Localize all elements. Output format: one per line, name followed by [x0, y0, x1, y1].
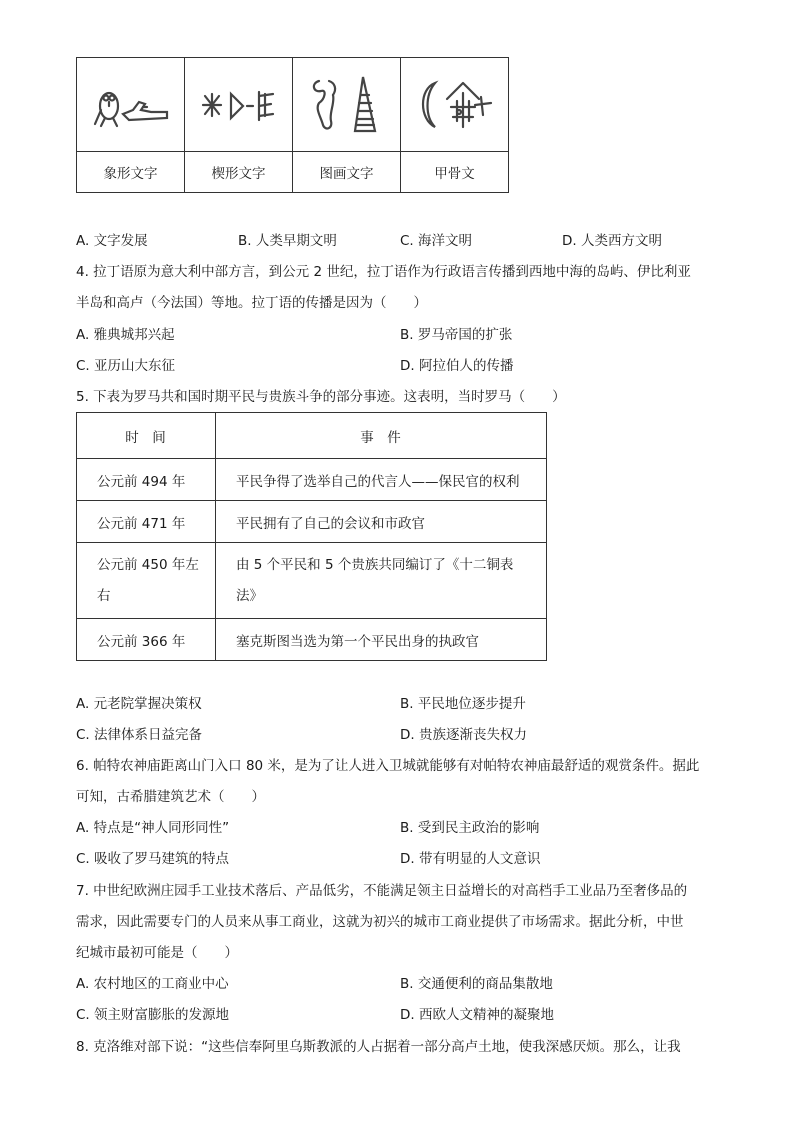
- question-text: 6. 帕特农神庙距离山门入口 80 米，是为了让人进入卫城就能够有对帕特农神庙最舒适的观赏条件。据此: [76, 758, 700, 774]
- script-label: 楔形文字: [185, 152, 293, 193]
- time-line: 右: [97, 587, 111, 604]
- question-text: 5. 下表为罗马共和国时期平民与贵族斗争的部分事迹。这表明，当时罗马（ ）: [76, 389, 566, 405]
- script-label: 象形文字: [77, 152, 185, 193]
- time-cell: 公元前 366 年: [77, 619, 216, 661]
- option-a[interactable]: A. 文字发展: [76, 233, 148, 249]
- picture-script-cell: [293, 58, 401, 152]
- option-b[interactable]: B. 人类早期文明: [238, 233, 337, 249]
- option-c[interactable]: C. 海洋文明: [400, 233, 473, 249]
- event-cell: 平民拥有了自己的会议和市政官: [216, 501, 547, 543]
- option-d[interactable]: D. 西欧人文精神的凝聚地: [400, 1007, 554, 1023]
- option-a[interactable]: A. 元老院掌握决策权: [76, 696, 202, 712]
- time-cell: [77, 543, 216, 619]
- question-text: 4. 拉丁语原为意大利中部方言，到公元 2 世纪，拉丁语作为行政语言传播到西地中海的岛屿、伊比利亚: [76, 264, 691, 280]
- oracle-bone-icon: [413, 77, 497, 133]
- question-text: 8. 克洛维对部下说：“这些信奉阿里乌斯教派的人占据着一部分高卢土地，使我深感厌烦。那么，让我: [76, 1039, 681, 1055]
- option-b[interactable]: B. 受到民主政治的影响: [400, 820, 540, 836]
- script-label: 图画文字: [293, 152, 401, 193]
- table-header-event: 事 件: [216, 413, 547, 459]
- option-c[interactable]: C. 吸收了罗马建筑的特点: [76, 851, 230, 867]
- event-line: 由 5 个平民和 5 个贵族共同编订了《十二铜表: [236, 556, 514, 573]
- question-text: 需求，因此需要专门的人员来从事工商业，这就为初兴的城市工商业提供了市场需求。据此分析，中世: [76, 914, 684, 930]
- option-c[interactable]: C. 亚历山大东征: [76, 358, 176, 374]
- option-b[interactable]: B. 平民地位逐步提升: [400, 696, 526, 712]
- question-text: 7. 中世纪欧洲庄园手工业技术落后、产品低劣，不能满足领主日益增长的对高档手工业品乃至奢侈品的: [76, 883, 688, 899]
- event-cell: 平民争得了选举自己的代言人——保民官的权利: [216, 459, 547, 501]
- script-label: 甲骨文: [401, 152, 509, 193]
- option-d[interactable]: D. 阿拉伯人的传播: [400, 358, 514, 374]
- event-cell: [216, 543, 547, 619]
- table-row: [77, 619, 547, 661]
- option-a[interactable]: A. 农村地区的工商业中心: [76, 976, 229, 992]
- events-table: [76, 412, 547, 661]
- option-a[interactable]: A. 特点是“神人同形同性”: [76, 820, 230, 836]
- event-line: 法》: [236, 587, 263, 604]
- time-cell: 公元前 471 年: [77, 501, 216, 543]
- question-text: 半岛和高卢（今法国）等地。拉丁语的传播是因为（ ）: [76, 295, 427, 311]
- pictograph-owl-icon: [89, 80, 173, 130]
- picture-script-icon: [305, 73, 389, 137]
- script-table: [76, 57, 509, 193]
- table-header-time: 时 间: [77, 413, 216, 459]
- oracle-bone-cell: [401, 58, 509, 152]
- option-b[interactable]: B. 交通便利的商品集散地: [400, 976, 553, 992]
- table-row: [77, 543, 547, 619]
- option-a[interactable]: A. 雅典城邦兴起: [76, 327, 175, 343]
- option-d[interactable]: D. 贵族逐渐丧失权力: [400, 727, 527, 743]
- question-text: 可知，古希腊建筑艺术（ ）: [76, 789, 265, 805]
- option-d[interactable]: D. 带有明显的人文意识: [400, 851, 541, 867]
- pictograph-cell: [77, 58, 185, 152]
- option-c[interactable]: C. 领主财富膨胀的发源地: [76, 1007, 230, 1023]
- table-row: [77, 459, 547, 501]
- option-c[interactable]: C. 法律体系日益完备: [76, 727, 203, 743]
- cuneiform-icon: [197, 80, 281, 130]
- option-b[interactable]: B. 罗马帝国的扩张: [400, 327, 513, 343]
- cuneiform-cell: [185, 58, 293, 152]
- event-cell: 塞克斯图当选为第一个平民出身的执政官: [216, 619, 547, 661]
- question-text: 纪城市最初可能是（ ）: [76, 945, 238, 961]
- option-d[interactable]: D. 人类西方文明: [562, 233, 662, 249]
- table-row: [77, 501, 547, 543]
- time-line: 公元前 450 年左: [97, 556, 199, 573]
- time-cell: 公元前 494 年: [77, 459, 216, 501]
